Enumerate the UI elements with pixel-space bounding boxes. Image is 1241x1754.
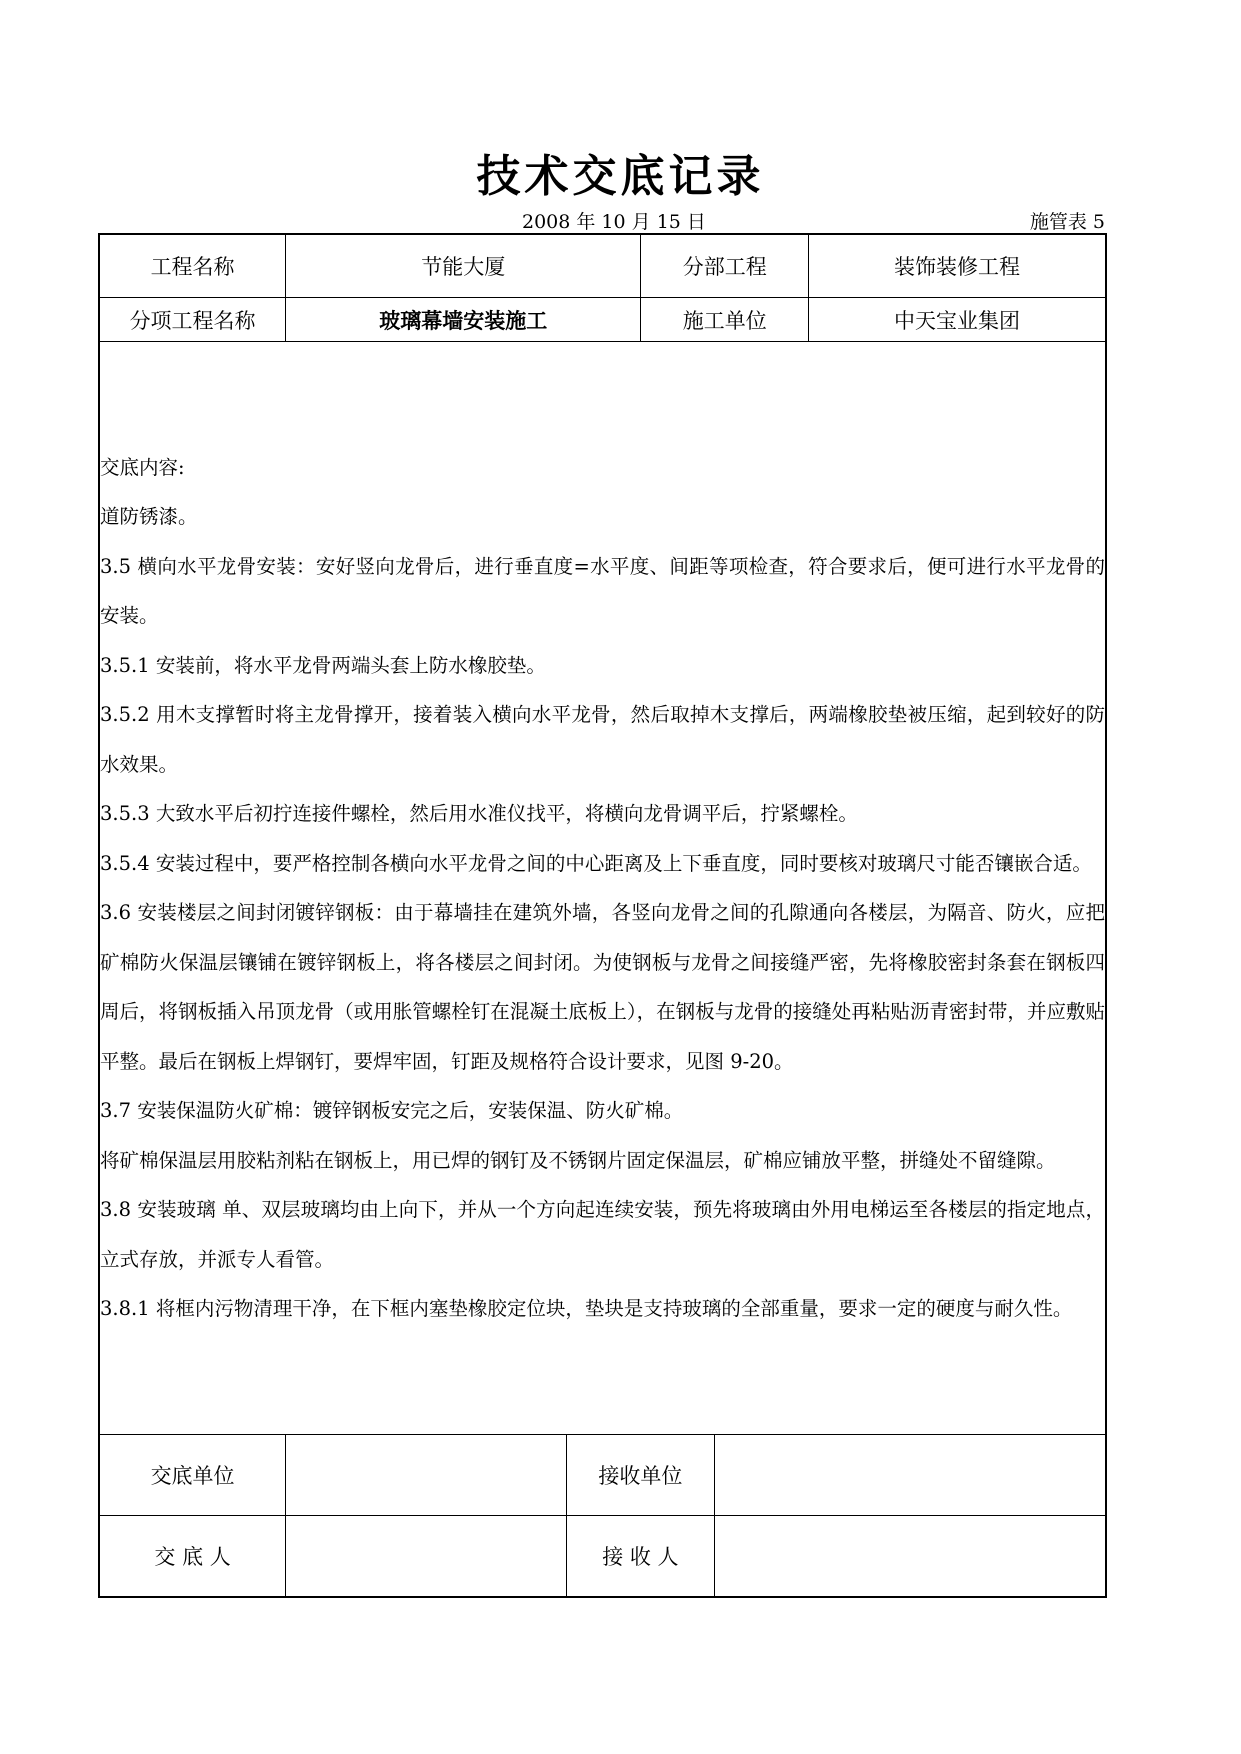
item-name-value: 玻璃幕墙安装施工 bbox=[286, 298, 641, 342]
receiver-person-field[interactable] bbox=[715, 1516, 1106, 1598]
content-paragraph: 3.5.4 安装过程中，要严格控制各横向水平龙骨之间的中心距离及上下垂直度，同时要核对玻璃尺寸能否镶嵌合适。 bbox=[100, 851, 1092, 875]
project-name-value: 节能大厦 bbox=[286, 234, 641, 298]
content-paragraph: 将矿棉保温层用胶粘剂粘在钢板上，用已焊的钢钉及不锈钢片固定保温层，矿棉应铺放平整，拼缝处不留缝隙。 bbox=[100, 1148, 1056, 1172]
signoff-unit-row bbox=[99, 1435, 1106, 1516]
receiver-person-label: 接 收 人 bbox=[566, 1516, 715, 1598]
page-title: 技术交底记录 bbox=[476, 151, 765, 202]
content-area bbox=[99, 342, 1106, 1435]
content-paragraph: 3.5 横向水平龙骨安装：安好竖向龙骨后，进行垂直度=水平度、间距等项检查，符合要求后，便可进行水平龙骨的安装。 bbox=[100, 554, 1105, 627]
item-row bbox=[99, 298, 1106, 342]
content-paragraph: 3.8 安装玻璃 单、双层玻璃均由上向下，并从一个方向起连续安装，预先将玻璃由外用电梯运至各楼层的指定地点，立式存放，并派专人看管。 bbox=[100, 1198, 1105, 1271]
content-heading: 交底内容: bbox=[100, 455, 185, 479]
receiver-unit-field[interactable] bbox=[715, 1435, 1106, 1516]
content-paragraph: 3.5.3 大致水平后初拧连接件螺栓，然后用水准仪找平，将横向龙骨调平后，拧紧螺栓。 bbox=[100, 802, 858, 825]
handover-person-field[interactable] bbox=[286, 1516, 566, 1598]
content-paragraph: 3.7 安装保温防火矿棉：镀锌钢板安完之后，安装保温、防火矿棉。 bbox=[100, 1099, 684, 1122]
content-paragraph: 3.6 安装楼层之间封闭镀锌钢板：由于幕墙挂在建筑外墙，各竖向龙骨之间的孔隙通向各楼层，为隔音、防火，应把矿棉防火保温层镶铺在镀锌钢板上，将各楼层之间封闭。为使钢板与龙骨之间接缝严密，先将橡胶密封条套在钢板四周后，将钢板插入吊顶龙骨（或用胀管螺栓钉在混凝土底板上），在钢板与龙骨的接缝处再粘贴沥青密封带，并应敷贴平整。最后在钢板上焊钢钉，要焊牢固，钉距及规格符合设计要求，见图 9-20。 bbox=[100, 901, 1105, 1073]
item-name-label: 分项工程名称 bbox=[99, 298, 286, 342]
receiver-unit-label: 接收单位 bbox=[566, 1435, 715, 1516]
signoff-person-row bbox=[99, 1516, 1106, 1598]
project-name-label: 工程名称 bbox=[99, 234, 286, 298]
content-row bbox=[99, 342, 1106, 1435]
handover-unit-field[interactable] bbox=[286, 1435, 566, 1516]
content-paragraph: 3.8.1 将框内污物清理干净，在下框内塞垫橡胶定位块，垫块是支持玻璃的全部重量，要求一定的硬度与耐久性。 bbox=[100, 1297, 1073, 1320]
project-row bbox=[99, 234, 1106, 298]
handover-person-label: 交 底 人 bbox=[99, 1516, 286, 1598]
contractor-label: 施工单位 bbox=[641, 298, 809, 342]
contractor-value: 中天宝业集团 bbox=[809, 298, 1106, 342]
form-number: 施管表 5 bbox=[1029, 211, 1105, 233]
content-paragraph: 3.5.2 用木支撑暂时将主龙骨撑开，接着装入横向水平龙骨，然后取掉木支撑后，两端橡胶垫被压缩，起到较好的防水效果。 bbox=[100, 703, 1105, 776]
sub-project-label: 分部工程 bbox=[641, 234, 809, 298]
record-date: 2008 年 10 月 15 日 bbox=[522, 211, 706, 233]
record-table bbox=[98, 233, 1107, 1598]
handover-unit-label: 交底单位 bbox=[99, 1435, 286, 1516]
content-paragraph: 3.5.1 安装前，将水平龙骨两端头套上防水橡胶垫。 bbox=[100, 653, 546, 677]
sub-project-value: 装饰装修工程 bbox=[809, 234, 1106, 298]
content-paragraph: 道防锈漆。 bbox=[100, 505, 198, 528]
